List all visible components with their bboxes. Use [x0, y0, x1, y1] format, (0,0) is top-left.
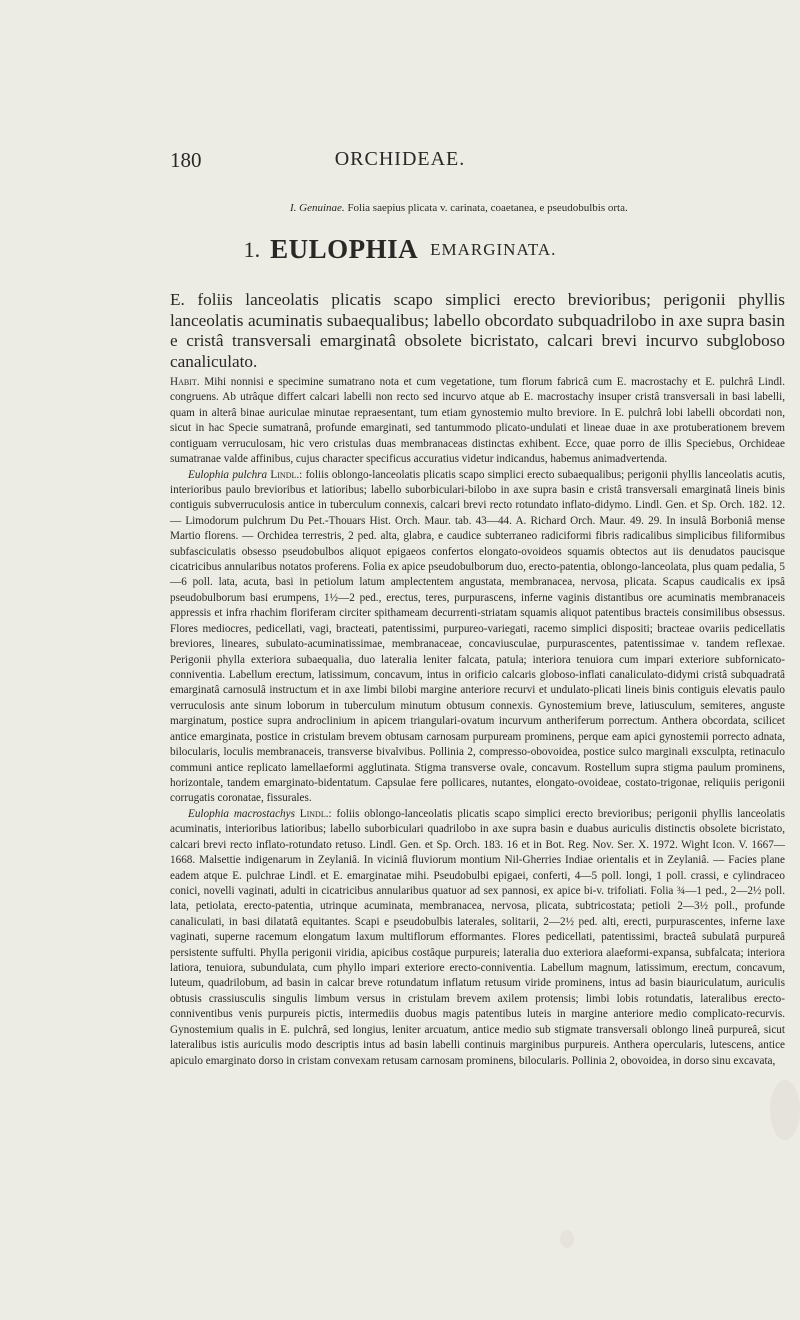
paper-stain — [560, 1230, 574, 1248]
article-body — [170, 375, 785, 1069]
species-title — [0, 234, 800, 265]
pulchra-paragraph — [170, 468, 785, 807]
habit-paragraph — [170, 375, 785, 468]
section-label: I. Genuinae. — [290, 202, 345, 214]
pulchra-name: Eulophia pulchra — [188, 468, 268, 481]
macrostachys-paragraph — [170, 807, 785, 1069]
species-diagnosis: E. foliis lanceolatis plicatis scapo simplici erecto brevioribus; perigonii phyllis lanceolatis acuminatis subaequalibus; labello obcordato subquadrilobo in axe supra basin e cristâ transversali emarginatâ obsolete bicristato, calcari brevi incurvo subgloboso canaliculato. — [170, 290, 785, 371]
species-epithet: EMARGINATA. — [430, 239, 557, 259]
section-heading — [290, 202, 628, 214]
species-genus: EULOPHIA — [270, 234, 419, 264]
section-text: Folia saepius plicata v. carinata, coaetanea, e pseudobulbis orta. — [347, 202, 628, 214]
pulchra-text: : foliis oblongo-lanceolatis plicatis scapo simplici erecto subaequalibus; perigonii phyllis lanceolatis acutis, interioribus paulo brevioribus et latioribus; labello suborbiculari-bilobo in axe supra basin e cristâ transversali emarginatâ lineis binis contiguis subverruculosis antice in tuberculum connexis, calcari brevi recto rotundato inflato-didymo. Lindl. Gen. et Sp. Orch. 182. 12. — Limodorum pulchrum Du Pet.-Thouars Hist. Orch. Maur. tab. 43—44. A. Richard Orch. Maur. 49. 29. In insulâ Borboniâ mense Martio florens. — Orchidea terrestris, 2 ped. alta, glabra, e caudice subterraneo radiciformi fibris radicalibus simplicibus filiformibus subfasciculatis obsesso pseudobulbos aliquot epigaeos confertos elongato-ovoideos squamis obtectos aut iis denudatos paucisque cicatricibus annularibus notatos proferens. Folia ex apice pseudobulborum duo, erecto-patentia, oblongo-lanceolata, plus quam pedalia, 5—6 poll. lata, acuta, basi in petiolum latum amplectentem angustata, membranacea, nervosa, plicata. Scapus caudicalis ex ipsâ pseudobulborum basi erumpens, 1½—2 ped., erectus, teres, purpurascens, inferne vaginis distantibus ore acuminatis membranaceis appressis et infra rhachim floriferam circiter spithameam decurrenti-striatam squamis aliquot patentibus bracteis consimilibus obsessus. Flores mediocres, pedicellati, vagi, bracteati, patentissimi, purpureo-variegati, racemo simplici dispositi; bracteae ovariis pedicellatis breviores, lineares, subulato-acuminatissimae, membranaceae, concaviusculae, purpurascentes, patentissimae v. tandem reflexae. Perigonii phylla exteriora subaequalia, duo lateralia leniter falcata, patula; interiora tenuiora cum impari exteriore subfornicato-conniventia. Labellum erectum, latissimum, concavum, intus in orificio calcaris globoso-inflati canaliculato-didymi cristâ subquadratâ emarginatâ carnosulâ instructum et in axe limbi bilobi margine anteriore recurvi et undulato-plicati lineis binis contiguis elevatis paulo verruculosis ante sinum loborum in tuberculum minutum obtusum connexis. Gynostemium breve, latiusculum, semiteres, anguste marginatum, postice supra androclinium in apicem triangulari-ovatum incurvum antheriferum porrectum. Anthera obcordata, scilicet antice emarginata, postice in cristulam brevem obtusam carnosam purpuream prominens, perque eam apici gynostemii porrecto adnata, bilocularis, loculis membranaceis, transverse bivalvibus. Pollinia 2, compresso-obovoidea, postice sulco marginali exsculpta, retinaculo communi antice replicato lamellaeformi agglutinata. Stigma transverse ovale, concavum. Rostellum supra stigma paulum prominens, horizontale, tandem emarginato-bidentatum. Capsulae fere pollicares, nutantes, elongato-ovoideae, costato-trigonae, reliquiis perigonii corrugatis coronatae, fissurales. — [170, 468, 785, 805]
pulchra-author: Lindl. — [270, 468, 300, 481]
habit-label: Habit. — [170, 376, 200, 388]
macrostachys-name: Eulophia macrostachys — [188, 807, 295, 820]
macrostachys-text: : foliis oblongo-lanceolatis plicatis scapo simplici erecto brevioribus; perigonii phyllis lanceolatis acuminatis, interioribus latioribus; labello suborbiculari quadrilobo in axe supra basin e duabus auriculis distinctis obsolete bicristato, calcari brevi recto inflato-rotundato retuso. Lindl. Gen. et Sp. Orch. 183. 16 et in Bot. Reg. Nov. Ser. X. 1972. Wight Icon. V. 1667—1668. Malsettie indigenarum in Zeylaniâ. In viciniâ fluviorum montium Nil-Gherries Indiae orientalis et in Zeylaniâ. — Facies plane eadem atque E. pulchrae Lindl. et E. emarginatae mihi. Pseudobulbi epigaei, conferti, 4—5 poll. longi, 1 poll. crassi, e cylindraceo conici, novelli vaginati, adulti in cicatricibus annularibus quatuor ad sex pannosi, ex apice bi-v. trifoliati. Folia ¾—1 ped., 2—2½ poll. lata, petiolata, erecto-patentia, utrinque acuminata, membranacea, nervosa, plicata, subtricostata; petioli 2—3½ poll., profunde canaliculati, in basi dilatatâ equitantes. Scapi e pseudobulbis laterales, solitarii, 2—2½ ped. alti, erecti, purpurascentes, inferne laxe vaginati, superne racemum elongatum laxum multiflorum efformantes. Flores pedicellati, patentissimi, bracteâ subulatâ purpureâ persistente suffulti. Phylla perigonii viridia, apicibus costâque purpureis; lateralia duo exteriora alaeformi-expansa, subfalcata; interiora latiora, tenuiora, subundulata, cum phyllo impari exteriore erecto-conniventia. Labellum magnum, latissimum, erectum, concavum, luteum, quadrilobum, ad basin in calcar breve rotundatum inflatum retusum viride prominens, intus ad basin biauriculatum, auriculis obtusis crassiusculis singulis limbum versus in cristulam brevem axilem protensis; limbi lobis rotundatis, lateralibus erecto-conniventibus venis purpureis pictis, intermediis duobus magis patentibus luteis in margine anteriore medio complicato-recurvis. Gynostemium qualis in E. pulchrâ, sed longius, leniter arcuatum, antice medio sub stigmate transversali oblongo lineâ purpureâ, sicut lateralibus istis auriculis modo descriptis intus ad basin labelli continuis marginibus purpureis. Anthera opercularis, lutescens, antice apiculo emarginato dorso in cristam convexam retusam carnosam prominens, bilocularis. Pollinia 2, obovoidea, in dorso sinu excavata, — [170, 807, 786, 1067]
page-number: 180 — [170, 148, 202, 172]
running-head: ORCHIDEAE. — [334, 148, 466, 170]
paper-stain — [770, 1080, 800, 1140]
species-number: 1. — [243, 236, 261, 262]
habit-text: Mihi nonnisi e specimine sumatrano nota et cum vegetatione, tum florum fabricâ cum E. macrostachy et E. pulchrâ Lindl. congruens. Ab utrâque differt calcari labelli non recto sed incurvo atque ab E. macrostachy insuper cristâ transversali in basi labelli, quam in alterâ binae auriculae minutae repraesentant, tum etiam gynostemio multo breviore. In E. pulchrâ lobi labelli obcordati non, sicut in hac Specie sumatranâ, profunde emarginati, sed tantummodo plicato-undulati et lineae duae in axe protuberationem brevem contiguam verruculosam, hic vero cristulas duas membranaceas distinctas exhibent. Ecce, quae porro de illis Speciebus, Orchideae sumatranae valde affinibus, cujus character specificus accuratius videtur indicandus, habemus animadvertenda. — [170, 376, 785, 466]
macrostachys-author: Lindl. — [299, 807, 329, 820]
